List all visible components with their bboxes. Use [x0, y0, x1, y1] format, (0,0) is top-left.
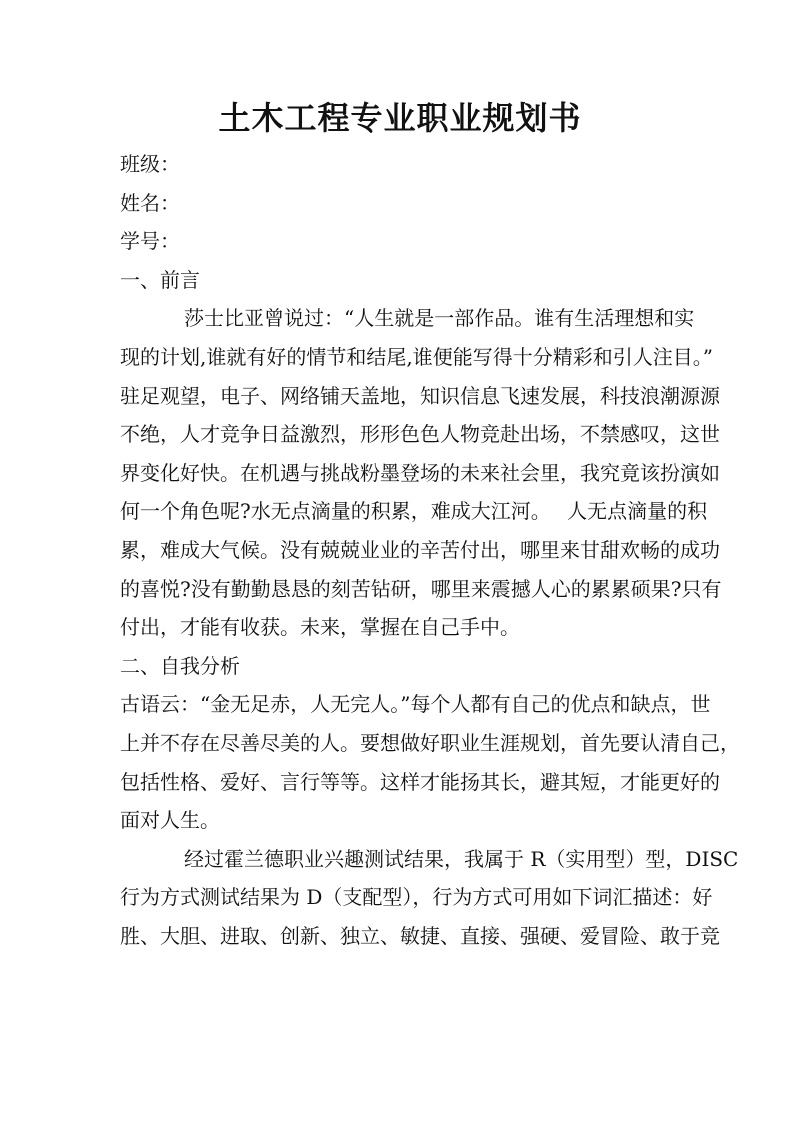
paragraph-line: 行为方式测试结果为 D（支配型），行为方式可用如下词汇描述：好	[120, 885, 713, 910]
paragraph-line: 古语云：“金无足赤，人无完人。”每个人都有自己的优点和缺点，世	[120, 692, 711, 717]
paragraph-line: 累，难成大气候。没有兢兢业业的辛苦付出，哪里来甘甜欢畅的成功	[120, 537, 720, 562]
paragraph-line: 现的计划,谁就有好的情节和结尾,谁便能写得十分精彩和引人注目。”	[120, 344, 713, 369]
paragraph-line: 界变化好快。在机遇与挑战粉墨登场的未来社会里，我究竟该扮演如	[120, 460, 720, 485]
paragraph-line: 包括性格、爱好、言行等等。这样才能扬其长，避其短，才能更好的	[120, 769, 720, 794]
paragraph-line: 付出，才能有收获。未来，掌握在自己手中。	[120, 615, 520, 640]
paragraph-line: 不绝，人才竞争日益激烈，形形色色人物竞赴出场，不禁感叹，这世	[120, 422, 720, 447]
paragraph-line: 莎士比亚曾说过：“人生就是一部作品。谁有生活理想和实	[184, 306, 695, 331]
paragraph-line: 上并不存在尽善尽美的人。要想做好职业生涯规划，首先要认清自己，	[120, 730, 740, 755]
paragraph-line: 的喜悦?没有勤勤恳恳的刻苦钻研，哪里来震撼人心的累累硕果?只有	[120, 576, 722, 601]
student-id-field-label: 学号：	[120, 229, 180, 254]
paragraph-line: 面对人生。	[120, 808, 220, 833]
section-heading-preface: 一、前言	[120, 267, 200, 292]
paragraph-line: 驻足观望，电子、网络铺天盖地，知识信息飞速发展，科技浪潮源源	[120, 383, 720, 408]
name-field-label: 姓名：	[120, 190, 180, 215]
document-body	[120, 145, 740, 955]
paragraph-line: 胜、大胆、进取、创新、独立、敏捷、直接、强硬、爱冒险、敢于竞	[120, 923, 720, 948]
section-heading-self-analysis: 二、自我分析	[120, 653, 240, 678]
paragraph-line: 何一个角色呢?水无点滴量的积累，难成大江河。 人无点滴量的积	[120, 499, 708, 524]
document-title: 土木工程专业职业规划书	[218, 99, 582, 137]
class-field-label: 班级：	[120, 152, 180, 176]
paragraph-line: 经过霍兰德职业兴趣测试结果，我属于 R（实用型）型，DISC	[184, 846, 739, 871]
